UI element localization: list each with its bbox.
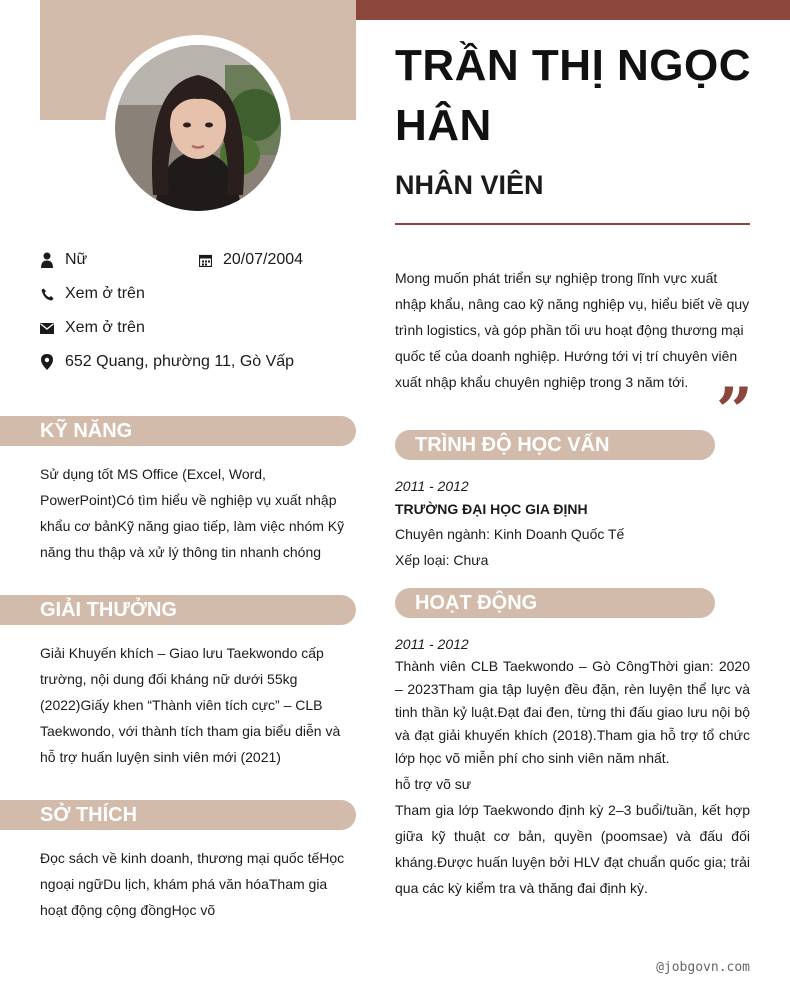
education-period: 2011 - 2012 bbox=[395, 478, 469, 494]
activities-period: 2011 - 2012 bbox=[395, 636, 469, 652]
quote-icon: ” bbox=[716, 374, 753, 449]
phone-value: Xem ở trên bbox=[65, 285, 145, 302]
gender-value: Nữ bbox=[65, 251, 88, 268]
email-value: Xem ở trên bbox=[65, 319, 145, 336]
education-rank: Xếp loại: Chưa bbox=[395, 552, 489, 568]
activities-role: hỗ trợ võ sư bbox=[395, 776, 472, 792]
activities-heading: HOẠT ĐỘNG bbox=[395, 588, 715, 618]
education-school: TRƯỜNG ĐẠI HỌC GIA ĐỊNH bbox=[395, 501, 588, 517]
hobbies-heading: SỞ THÍCH bbox=[0, 800, 356, 830]
skills-heading: KỸ NĂNG bbox=[0, 416, 356, 446]
gender-row bbox=[40, 251, 87, 269]
full-name: TRẦN THỊ NGỌC HÂN bbox=[395, 41, 752, 150]
birthday-value: 20/07/2004 bbox=[223, 251, 304, 268]
hobbies-text: Đọc sách về kinh doanh, thương mại quốc tếHọc ngoại ngữDu lịch, khám phá văn hóaTham gia hoạt động cộng đồngHọc võ bbox=[40, 850, 345, 918]
address-value: 652 Quang, phường 11, Gò Vấp bbox=[65, 353, 295, 370]
objective-text: Mong muốn phát triển sự nghiệp trong lĩnh vực xuất nhập khẩu, nâng cao kỹ năng nghiệp vụ, hiểu biết về quy trình logistics, và góp phần tối ưu hoạt động thương mại quốc tế của doanh nghiệp. Hướng tới vị trí chuyên viên xuất nhập khẩu chuyên nghiệp trong 3 năm tới. bbox=[395, 270, 750, 390]
activities-detail: Tham gia lớp Taekwondo định kỳ 2–3 buổi/tuần, kết hợp giữa kỹ thuật cơ bản, quyền (poomsae) và đấu đối kháng.Được huấn luyện bởi HLV đạt chuẩn quốc gia; trải qua các kỳ kiểm tra và thăng đai định kỳ. bbox=[395, 802, 750, 896]
education-heading: TRÌNH ĐỘ HỌC VẤN bbox=[395, 430, 715, 460]
title-divider bbox=[395, 223, 750, 225]
calendar-icon bbox=[198, 252, 212, 268]
address-row bbox=[40, 353, 294, 371]
top-accent-bar bbox=[356, 0, 790, 20]
mail-icon bbox=[40, 320, 54, 336]
phone-row bbox=[40, 285, 145, 303]
birthday-row bbox=[198, 251, 303, 269]
skills-text: Sử dụng tốt MS Office (Excel, Word, PowerPoint)Có tìm hiểu về nghiệp vụ xuất nhập khẩu cơ bảnKỹ năng giao tiếp, làm việc nhóm Kỹ năng thu thập và xử lý thông tin nhanh chóng bbox=[40, 466, 345, 560]
activities-description: Thành viên CLB Taekwondo – Gò CôngThời gian: 2020 – 2023Tham gia tập luyện đều đặn, rèn luyện thể lực và tinh thần kỷ luật.Đạt đai đen, từng thi đấu giao lưu nội bộ và đạt giải khuyến khích (2018).Tham gia hỗ trợ tổ chức lớp học võ miễn phí cho sinh viên năm nhất. bbox=[395, 658, 750, 766]
phone-icon bbox=[40, 286, 54, 302]
footer-watermark: @jobgovn.com bbox=[656, 960, 750, 975]
email-row bbox=[40, 319, 145, 337]
education-major: Chuyên ngành: Kinh Doanh Quốc Tế bbox=[395, 526, 625, 542]
awards-text: Giải Khuyến khích – Giao lưu Taekwondo cấp trường, nội dung đối kháng nữ dưới 55kg (2022)Giấy khen “Thành viên tích cực” – CLB Taekwondo, với thành tích tham gia biểu diễn và hỗ trợ huấn luyện sinh viên mới (2021) bbox=[40, 645, 341, 765]
location-icon bbox=[40, 354, 54, 370]
person-icon bbox=[40, 252, 54, 268]
job-title: NHÂN VIÊN bbox=[395, 170, 544, 200]
avatar bbox=[115, 45, 281, 211]
awards-heading: GIẢI THƯỞNG bbox=[0, 595, 356, 625]
